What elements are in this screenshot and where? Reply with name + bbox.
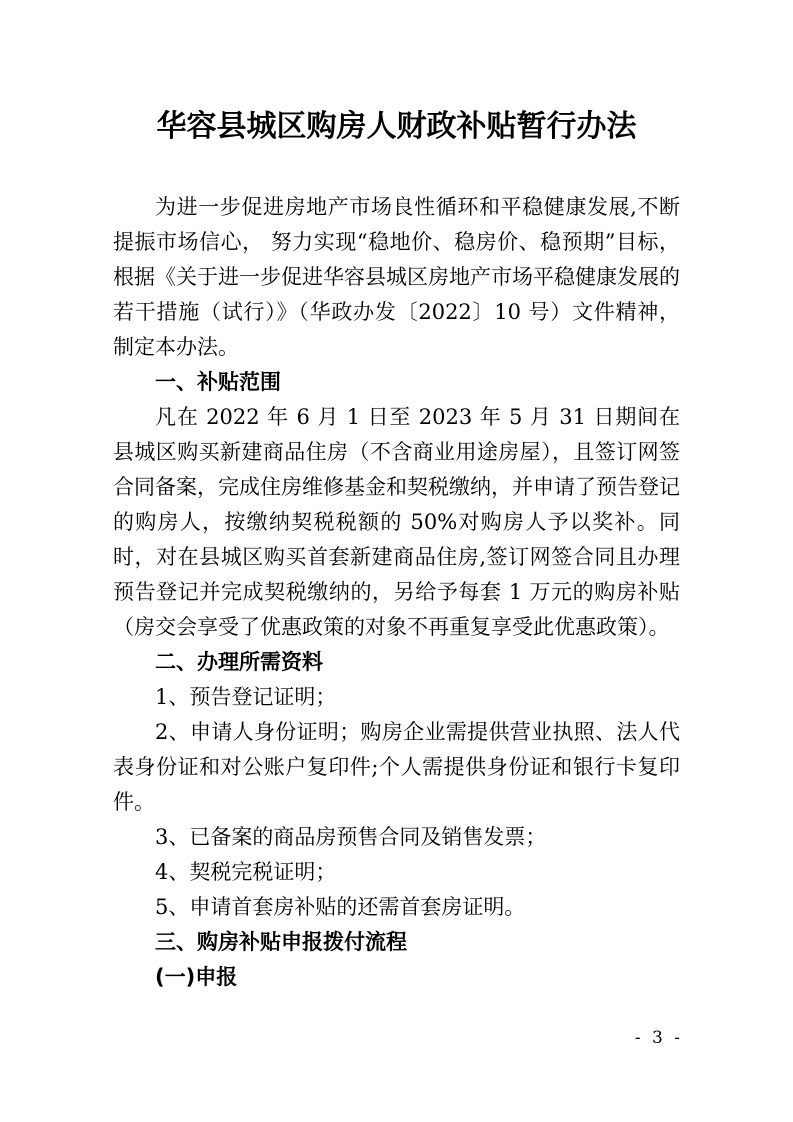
intro-paragraph: 为进一步促进房地产市场良性循环和平稳健康发展,不断提振市场信心， 努力实现“稳地价、稳房价、稳预期”目标，根据《关于进一步促进华容县城区房地产市场平稳健康发展的若干措施（试行）》（华政办发〔2022〕10 号）文件精神，制定本办法。 bbox=[113, 195, 680, 359]
document-body bbox=[113, 190, 680, 995]
document-title: 华容县城区购房人财政补贴暂行办法 bbox=[156, 109, 637, 144]
section-heading-2-required-materials: 二、办理所需资料 bbox=[155, 650, 323, 674]
section-heading-1-subsidy-scope: 一、补贴范围 bbox=[155, 370, 281, 394]
materials-list-item-4: 4、契税完税证明； bbox=[155, 860, 337, 884]
materials-list-item-1: 1、预告登记证明； bbox=[155, 685, 337, 709]
materials-list-item-3: 3、已备案的商品房预售合同及销售发票； bbox=[155, 825, 547, 849]
page-number: - 3 - bbox=[634, 1028, 683, 1048]
subsection-heading-declaration: (一)申报 bbox=[155, 965, 238, 989]
section-heading-3-application-process: 三、购房补贴申报拨付流程 bbox=[155, 930, 407, 954]
materials-list-item-2: 2、申请人身份证明；购房企业需提供营业执照、法人代表身份证和对公账户复印件;个人需提供身份证和银行卡复印件。 bbox=[113, 720, 680, 814]
subsidy-scope-paragraph: 凡在 2022 年 6 月 1 日至 2023 年 5 月 31 日期间在县城区购买新建商品住房（不含商业用途房屋），且签订网签合同备案，完成住房维修基金和契税缴纳，并申请了预告登记的购房人，按缴纳契税税额的 50%对购房人予以奖补。同时，对在县城区购买首套新建商品住房,签订网签合同且办理预告登记并完成契税缴纳的，另给予每套 1 万元的购房补贴（房交会享受了优惠政策的对象不再重复享受此优惠政策）。 bbox=[113, 405, 680, 639]
materials-list-item-5: 5、申请首套房补贴的还需首套房证明。 bbox=[155, 895, 526, 919]
